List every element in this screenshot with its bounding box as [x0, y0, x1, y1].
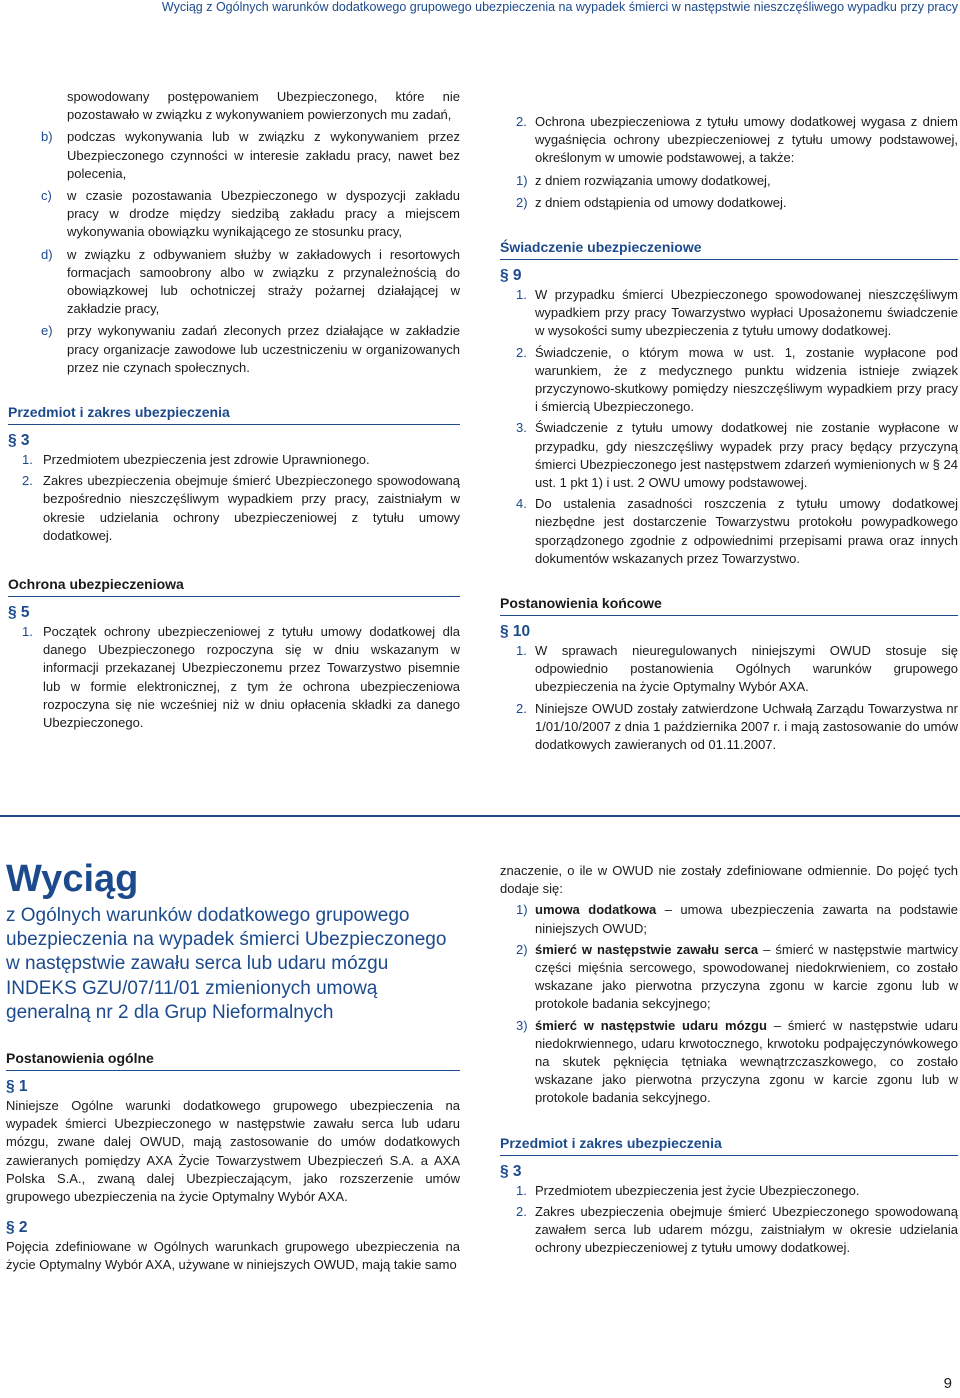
section-number: § 1	[6, 1078, 28, 1096]
section-number: § 2	[6, 1219, 28, 1237]
paragraph: znaczenie, o ile w OWUD nie zostały zdefiniowane odmiennie. Do pojęć tych dodaje się:	[500, 863, 958, 897]
list-item: 2. Ochrona ubezpieczeniowa z tytułu umowy dodatkowej wygasa z dniem wygaśnięcia ochrony ubezpieczeniowej z tytułu umowy podstawowej, określonym w umowie podstawowej, a także:	[516, 114, 958, 166]
section-number: § 5	[8, 604, 30, 622]
condition-list	[8, 128, 460, 377]
page-number: 9	[943, 1375, 952, 1392]
section-number: § 9	[500, 267, 522, 285]
document-subtitle: z Ogólnych warunków dodatkowego grupowego ubezpieczenia na wypadek śmierci Ubezpieczonego w następstwie zawału serca lub udaru mózgu INDEKS GZU/07/11/01 zmienionych umową generalną nr 2 dla Grup Nieformalnych	[6, 905, 447, 1023]
list-item: 2. Świadczenie, o którym mowa w ust. 1, zostanie wypłacone pod warunkiem, że z medycznego punktu widzenia istnieje związek przyczynowo-skutkowy pomiędzy nieszczęśliwym wypadkiem przy pracy i śmiercią Ubezpieczonego.	[516, 344, 958, 415]
paragraph: Pojęcia zdefiniowane w Ogólnych warunkach grupowego ubezpieczenia na życie Optymalny Wybór AXA, używane w niniejszych OWUD, mają takie samo	[6, 1239, 460, 1273]
list-item: 2. Niniejsze OWUD zostały zatwierdzone Uchwałą Zarządu Towarzystwa nr 1/01/10/2007 z dnia 1 października 2007 r. i mają zastosowanie do umów dodatkowych zawieranych od 01.11.2007.	[516, 700, 958, 753]
top-left-column	[8, 88, 460, 732]
section-heading: Postanowienia końcowe	[500, 594, 958, 616]
list-item: 2. Zakres ubezpieczenia obejmuje śmierć Ubezpieczonego spowodowaną bezpośrednio nieszczęśliwym wypadkiem przy pracy, zaistniałym w okresie udzielania ochrony ubezpieczeniowej z tytułu umowy dodatkowej.	[22, 473, 460, 543]
bottom-right-column	[500, 862, 958, 1257]
running-header	[0, 0, 960, 18]
list-item: 1. W sprawach nieuregulowanych niniejszymi OWUD stosuje się odpowiednio postanowienia Ogólnych warunków grupowego ubezpieczenia na życie Optymalny Wybór AXA.	[516, 643, 958, 695]
list-item: 1. W przypadku śmierci Ubezpieczonego spowodowanej nieszczęśliwym wypadkiem przy pracy Towarzystwo wypłaci Uposażonemu świadczenie w wysokości sumy ubezpieczenia z tytułu umowy dodatkowej.	[516, 287, 958, 339]
definition-term: umowa dodatkowa	[535, 902, 657, 918]
list-item: d) w związku z odbywaniem służby w zakładowych i resortowych formacjach samoobrony albo w związku z przynależnością do obowiązkowej lub ochotniczej straży pożarnej działającej w zakładzie pracy,	[41, 246, 460, 317]
section-number: § 10	[500, 623, 531, 641]
section-heading: Postanowienia ogólne	[6, 1049, 460, 1071]
page-divider	[0, 815, 960, 817]
list-item: 1. Przedmiotem ubezpieczenia jest życie Ubezpieczonego.	[516, 1182, 860, 1198]
running-header-text: Wyciąg z Ogólnych warunków dodatkowego grupowego ubezpieczenia na wypadek śmierci w następstwie nieszczęśliwego wypadku przy pracy	[161, 0, 958, 14]
top-right-column	[500, 113, 958, 754]
section-number: § 3	[8, 432, 30, 450]
section-heading: Przedmiot i zakres ubezpieczenia	[500, 1134, 958, 1156]
definition-item: 1) umowa dodatkowa – umowa ubezpieczenia zawarta na podstawie niniejszych OWUD;	[516, 902, 958, 936]
list-item: e) przy wykonywaniu zadań zleconych przez działające w zakładzie pracy organizacje zawodowe lub uczestniczeniu w organizowanych przez nie czynach społecznych.	[41, 323, 460, 375]
list-item: 4. Do ustalenia zasadności roszczenia z tytułu umowy dodatkowej niezbędne jest dostarczenie Towarzystwu protokołu powypadkowego sporządzonego zgodnie z odpowiednimi przepisami prawa oraz innych dokumentów wskazanych przez Towarzystwo.	[516, 496, 958, 566]
definition-term: śmierć w następstwie udaru mózgu	[535, 1017, 767, 1033]
definition-item: 2) śmierć w następstwie zawału serca – śmierć w następstwie martwicy części mięśnia sercowego, spowodowanej niedokrwieniem, co zostało wskazane jako pierwotna przyczyna zgonu w karcie zgonu lub w protokole badania sekcyjnego;	[516, 941, 958, 1012]
list-item: 2) z dniem odstąpienia od umowy dodatkowej.	[516, 194, 787, 210]
section-heading: Świadczenie ubezpieczeniowe	[500, 238, 958, 260]
definition-item: 3) śmierć w następstwie udaru mózgu – śmierć w następstwie udaru niedokrwiennego, udaru krwotocznego, krwotoku podpajęczynówkowego na skutek pęknięcia tętniaka wewnątrzczaszkowego, co zostało wskazane jako pierwotna przyczyna zgonu w karcie zgonu lub w protokole badania sekcyjnego.	[516, 1017, 958, 1106]
definition-term: śmierć w następstwie zawału serca	[535, 941, 759, 957]
list-item: 1) z dniem rozwiązania umowy dodatkowej,	[516, 172, 771, 188]
continued-paragraph: spowodowany postępowaniem Ubezpieczonego, które nie pozostawało w związku z wykonywaniem powierzonych mu zadań,	[67, 89, 460, 123]
section-heading: Ochrona ubezpieczeniowa	[8, 575, 460, 597]
list-item: c) w czasie pozostawania Ubezpieczonego w dyspozycji zakładu pracy w drodze między siedzibą zakładu pracy a miejscem wykonywania obowiązku wynikającego ze stosunku pracy,	[41, 188, 460, 240]
list-item: 1. Przedmiotem ubezpieczenia jest zdrowie Uprawnionego.	[22, 452, 370, 468]
bottom-left-column	[6, 856, 460, 1275]
list-item: b) podczas wykonywania lub w związku z wykonywaniem przez Ubezpieczonego czynności w interesie zakładu pracy, nawet bez polecenia,	[41, 129, 460, 181]
paragraph: Niniejsze Ogólne warunki dodatkowego grupowego ubezpieczenia na wypadek śmierci Ubezpieczonego w następstwie zawału serca lub udaru mózgu, zwane dalej OWUD, mają zastosowanie do umów dodatkowych zawieranych pomiędzy AXA Życie Towarzystwem Ubezpieczeń S.A. a AXA Polska S.A., zwaną dalej Ubezpieczającym, jako rozszerzenie umów grupowego ubezpieczenia na życie Optymalny Wybór AXA.	[6, 1098, 460, 1205]
list-item: 1. Początek ochrony ubezpieczeniowej z tytułu umowy dodatkowej dla danego Ubezpieczonego rozpoczyna się w dniu wskazanym w informacji przekazanej Ubezpieczonemu przez Towarzystwo pisemnie lub w formie elektronicznej, z tym że ochrona ubezpieczeniowa rozpoczyna się nie wcześniej niż w dniu opłacenia składki za danego Ubezpieczonego.	[22, 624, 460, 731]
list-item: 2. Zakres ubezpieczenia obejmuje śmierć Ubezpieczonego spowodowaną zawałem serca lub udarem mózgu, zaistniałym w okresie udzielania ochrony ubezpieczeniowej z tytułu umowy dodatkowej.	[516, 1203, 958, 1256]
list-item: 3. Świadczenie z tytułu umowy dodatkowej nie zostanie wypłacone w przypadku, gdy nieszczęśliwy wypadek przy pracy będący przyczyną śmierci Ubezpieczonego jest następstwem zdarzeń wymienionych w § 24 ust. 1 pkt 1) i ust. 2 OWU umowy podstawowej.	[516, 420, 958, 491]
section-heading: Przedmiot i zakres ubezpieczenia	[8, 403, 460, 425]
document-title: Wyciąg	[6, 858, 139, 900]
section-number: § 3	[500, 1162, 522, 1180]
